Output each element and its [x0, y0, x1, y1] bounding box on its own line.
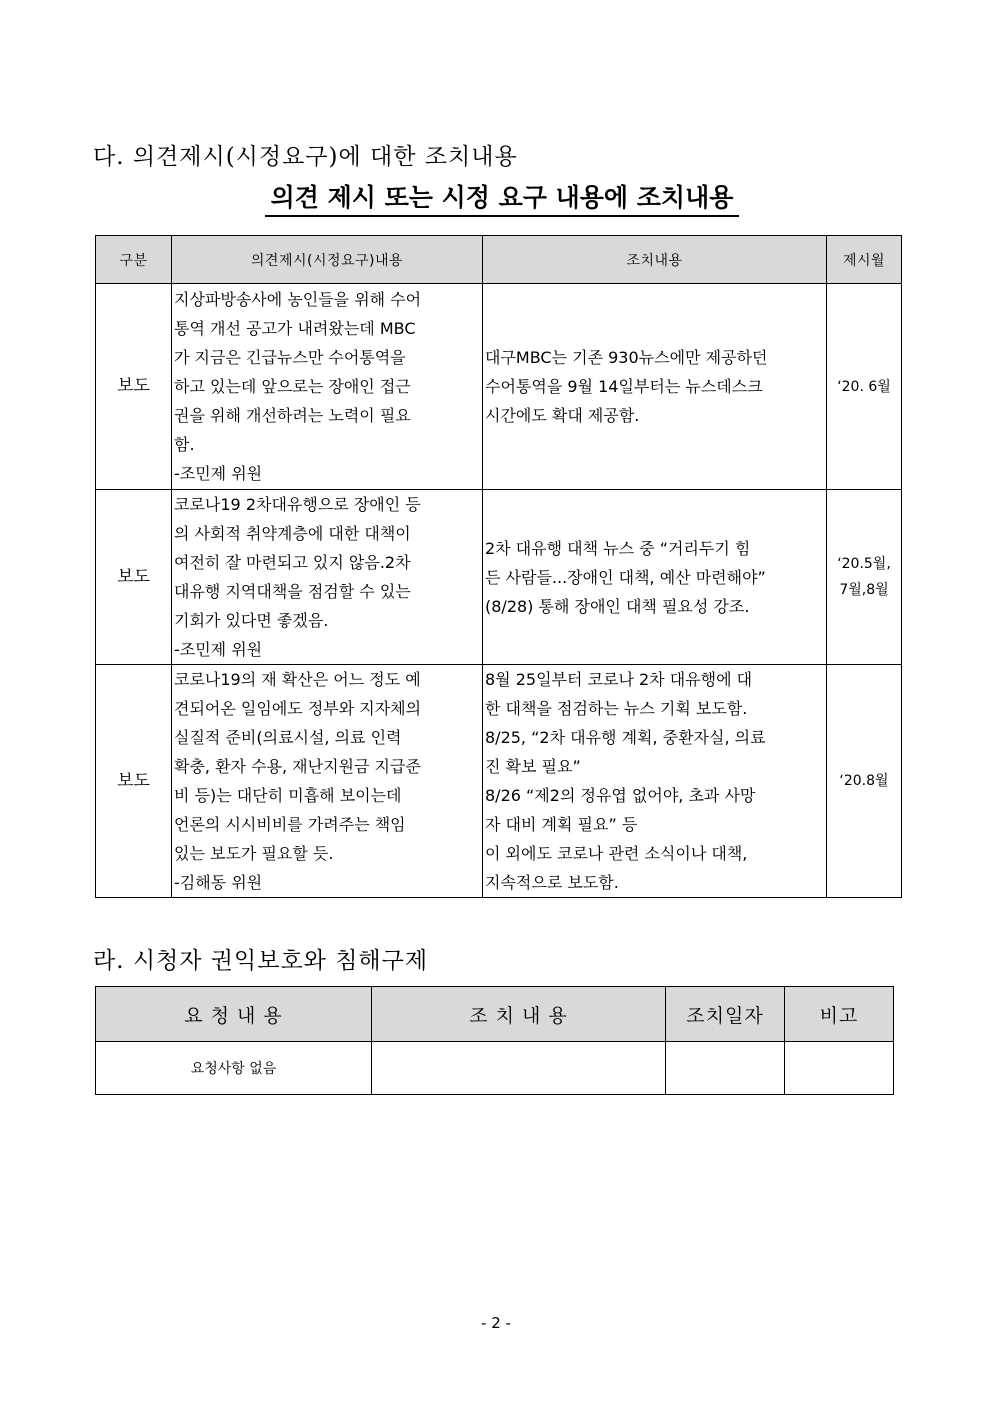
action-date-cell [666, 1042, 785, 1095]
note-cell [785, 1042, 894, 1095]
column-header-month: 제시월 [827, 236, 902, 284]
column-header-action: 조 치 내 용 [372, 987, 666, 1042]
text-line: 의 사회적 취약계층에 대한 대책이 [174, 524, 411, 543]
table-row [96, 284, 902, 490]
section-heading-viewer-rights: 라. 시청자 권익보호와 침해구제 [93, 948, 429, 974]
text-line: 8/26 “제2의 정유엽 없어야, 초과 사망 [485, 786, 756, 805]
table-row [96, 490, 902, 665]
category-cell: 보도 [96, 665, 172, 898]
category-cell: 보도 [96, 284, 172, 490]
text-line: 통역 개선 공고가 내려왔는데 MBC [174, 319, 416, 338]
column-header-action: 조치내용 [483, 236, 827, 284]
text-line: 비 등)는 대단히 미흡해 보이는데 [174, 786, 402, 805]
column-header-request: 요 청 내 용 [96, 987, 372, 1042]
text-line: ‘20.5월, [837, 556, 891, 572]
action-cell [483, 284, 827, 490]
text-line: (8/28) 통해 장애인 대책 필요성 강조. [485, 596, 750, 616]
opinion-action-table [95, 235, 902, 898]
page-title [0, 178, 992, 217]
text-line: 코로나19의 재 확산은 어느 정도 예 [174, 670, 421, 689]
opinion-cell [172, 490, 483, 665]
text-line: 언론의 시시비비를 가려주는 책임 [174, 815, 406, 834]
text-line: 견되어온 일임에도 정부와 지자체의 [174, 699, 422, 718]
table-header-row [96, 236, 902, 284]
text-line: -조민제 위원 [174, 464, 263, 483]
text-line: 2차 대유행 대책 뉴스 중 “거리두기 힘 [485, 538, 751, 558]
month-cell [827, 665, 902, 898]
category-cell: 보도 [96, 490, 172, 665]
action-cell [372, 1042, 666, 1095]
text-line: -조민제 위원 [174, 640, 263, 659]
column-header-action-date: 조치일자 [666, 987, 785, 1042]
text-line: 7월,8월 [839, 582, 889, 598]
request-cell: 요청사항 없음 [96, 1042, 372, 1095]
text-line: 수어통역을 9월 14일부터는 뉴스데스크 [485, 377, 763, 396]
text-line: 8/25, “2차 대유행 계획, 중환자실, 의료 [485, 728, 766, 747]
opinion-cell [172, 284, 483, 490]
text-line: 진 확보 필요” [485, 757, 581, 776]
text-line: 권을 위해 개선하려는 노력이 필요 [174, 406, 411, 425]
text-line: ‘20. 6월 [837, 378, 891, 395]
text-line: 실질적 준비(의료시설, 의료 인력 [174, 728, 402, 747]
text-line: ‘20.8월 [839, 773, 889, 789]
text-line: 지상파방송사에 농인들을 위해 수어 [174, 290, 422, 309]
text-line: 대구MBC는 기존 930뉴스에만 제공하던 [485, 348, 768, 367]
text-line: 가 지금은 긴급뉴스만 수어통역을 [174, 348, 406, 367]
text-line: 이 외에도 코로나 관련 소식이나 대책, [485, 844, 748, 863]
text-line: 코로나19 2차대유행으로 장애인 등 [174, 495, 421, 514]
text-line: 지속적으로 보도함. [485, 873, 619, 892]
table-row [96, 1042, 894, 1095]
opinion-cell [172, 665, 483, 898]
text-line: -김해동 위원 [174, 873, 263, 892]
text-line: 확충, 환자 수용, 재난지원금 지급준 [174, 757, 421, 776]
text-line: 대유행 지역대책을 점검할 수 있는 [174, 582, 411, 601]
month-cell [827, 490, 902, 665]
text-line: 기회가 있다면 좋겠음. [174, 611, 329, 630]
section-heading-opinion: 다. 의견제시(시정요구)에 대한 조치내용 [93, 144, 518, 170]
viewer-rights-table [95, 986, 894, 1095]
page-title-text: 의견 제시 또는 시정 요구 내용에 조치내용 [265, 178, 740, 217]
table-header-row [96, 987, 894, 1042]
table-row [96, 665, 902, 898]
text-line: 있는 보도가 필요할 듯. [174, 844, 334, 863]
text-line: 든 사람들...장애인 대책, 예산 마련해야” [485, 567, 766, 587]
text-line: 한 대책을 점검하는 뉴스 기획 보도함. [485, 699, 748, 718]
text-line: 시간에도 확대 제공함. [485, 406, 640, 425]
text-line: 함. [174, 435, 195, 454]
text-line: 여전히 잘 마련되고 있지 않음.2차 [174, 553, 411, 572]
column-header-opinion: 의견제시(시정요구)내용 [172, 236, 483, 284]
column-header-category: 구분 [96, 236, 172, 284]
action-cell [483, 665, 827, 898]
action-cell [483, 490, 827, 665]
month-cell [827, 284, 902, 490]
page-number: - 2 - [481, 1314, 511, 1332]
text-line: 8월 25일부터 코로나 2차 대유행에 대 [485, 670, 753, 689]
column-header-note: 비고 [785, 987, 894, 1042]
text-line: 자 대비 계획 필요” 등 [485, 815, 638, 834]
text-line: 하고 있는데 앞으로는 장애인 접근 [174, 377, 411, 396]
